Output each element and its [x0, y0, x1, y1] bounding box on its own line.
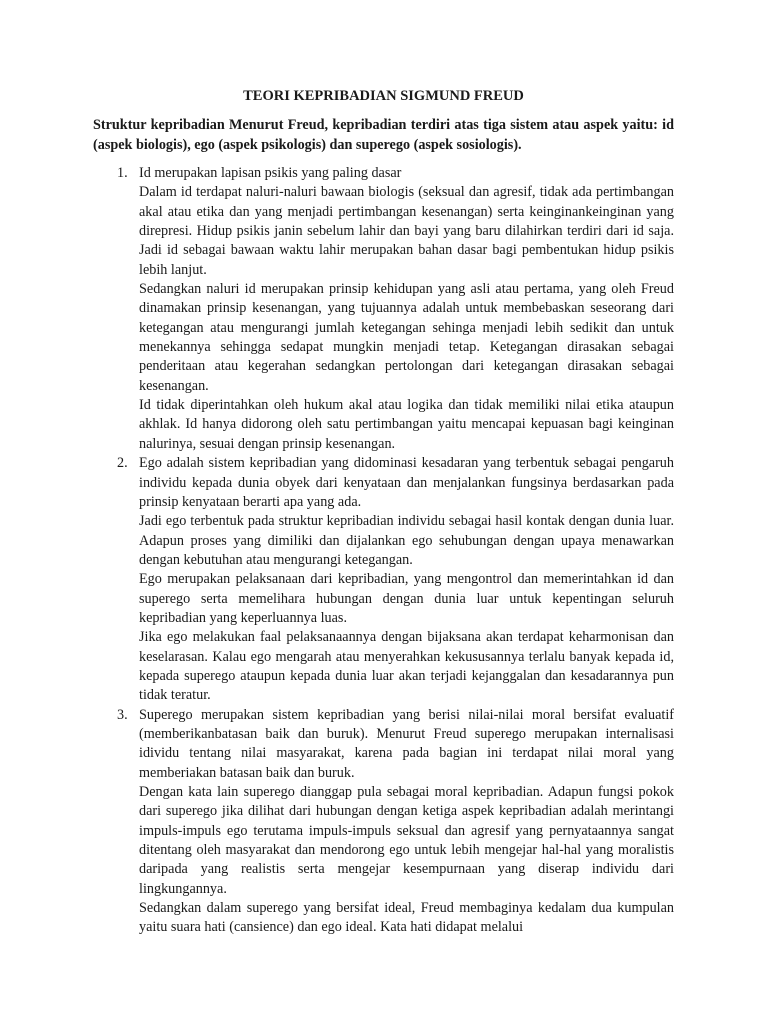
paragraph: Dalam id terdapat naluri-naluri bawaan biologis (seksual dan agresif, tidak ada pertimbangan akal atau etika dan yang menjadi pertimbangan kesenangan) serta keinginankeinginan yang direpresi. Hidup psikis janin sebelum lahir dan bayi yang baru dilahirkan terdiri dari id saja. Jadi id sebagai bawaan waktu lahir merupakan bahan dasar bagi pembentukan hidup psikis lebih lanjut.: [139, 184, 674, 278]
paragraph: Id tidak diperintahkan oleh hukum akal atau logika dan tidak memiliki nilai etika ataupun akhlak. Id hanya didorong oleh satu pertimbangan yaitu mencapai kepuasan bagi keinginan nalurinya, sesuai dengan prinsip kesenangan.: [139, 397, 674, 452]
document-title: TEORI KEPRIBADIAN SIGMUND FREUD: [243, 88, 524, 104]
list-item-superego: [93, 706, 674, 938]
paragraph: Ego adalah sistem kepribadian yang didominasi kesadaran yang terbentuk sebagai pengaruh individu kepada dunia obyek dari kenyataan dan menjalankan fungsinya berdasarkan pada prinsip kenyataan berarti apa yang ada.: [139, 455, 674, 510]
paragraph: Ego merupakan pelaksanaan dari kepribadian, yang mengontrol dan memerintahkan id dan superego serta memelihara hubungan dengan dunia luar untuk kepentingan seluruh kepribadian yang keperluannya luas.: [139, 571, 674, 626]
paragraph: Superego merupakan sistem kepribadian yang berisi nilai-nilai moral bersifat evaluatif (memberikanbatasan baik dan buruk). Menurut Freud superego merupakan internalisasi idividu tentang nilai masyarakat, karena pada bagian ini terdapat nilai moral yang memberiakan batasan baik dan buruk.: [139, 706, 674, 781]
paragraph: Sedangkan dalam superego yang bersifat ideal, Freud membaginya kedalam dua kumpulan yaitu suara hati (cansience) dan ego ideal. Kata hati didapat melalui: [139, 900, 674, 936]
paragraph: Dengan kata lain superego dianggap pula sebagai moral kepribadian. Adapun fungsi pokok dari superego jika dilihat dari hubungan dengan ketiga aspek kepribadian adalah merintangi impuls-impuls ego terutama impuls-impuls seksual dan agresif yang pernyataannya sangat ditentang oleh masyarakat dan mendorong ego untuk lebih mengejar hal-hal yang moralistis daripada yang realistis serta mengejar kesempurnaan yang diserap individu dari lingkungannya.: [139, 784, 674, 897]
list-number: 2.: [117, 455, 128, 472]
paragraph: Sedangkan naluri id merupakan prinsip kehidupan yang asli atau pertama, yang oleh Freud dinamakan prinsip kesenangan, yang tujuannya adalah untuk membebaskan seseorang dari ketegangan atau mengurangi jumlah ketegangan sehinga menjadi lebih sedikit dan untuk menekannya sehingga sedapat mungkin menjadi tetap. Ketegangan dirasakan sebagai penderitaan atau kegerahan sedangkan pertolongan dari ketegangan dirasakan sebagai kesenangan.: [139, 281, 674, 394]
paragraph: Id merupakan lapisan psikis yang paling dasar: [139, 165, 402, 181]
list-item-ego: [93, 454, 674, 705]
aspect-list: [93, 164, 674, 938]
list-item-id: [93, 164, 674, 454]
intro-paragraph: Struktur kepribadian Menurut Freud, kepribadian terdiri atas tiga sistem atau aspek yaitu: id (aspek biologis), ego (aspek psikologis) dan superego (aspek sosiologis).: [93, 117, 674, 153]
list-number: 1.: [117, 165, 128, 181]
paragraph: Jadi ego terbentuk pada struktur kepribadian individu sebagai hasil kontak dengan dunia luar. Adapun proses yang dimiliki dan dijalankan ego sehubungan dengan upaya menawarkan dengan kebutuhan atau mengurangi ketegangan.: [139, 513, 674, 568]
paragraph: Jika ego melakukan faal pelaksanaannya dengan bijaksana akan terdapat keharmonisan dan keselarasan. Kalau ego mengarah atau menyerahkan kekususannya terlalu banyak kepada id, kepada superego ataupun kepada dunia luar akan terjadi kejanggalan dan kesadarannya pun tidak teratur.: [139, 629, 674, 704]
list-number: 3.: [117, 706, 128, 723]
